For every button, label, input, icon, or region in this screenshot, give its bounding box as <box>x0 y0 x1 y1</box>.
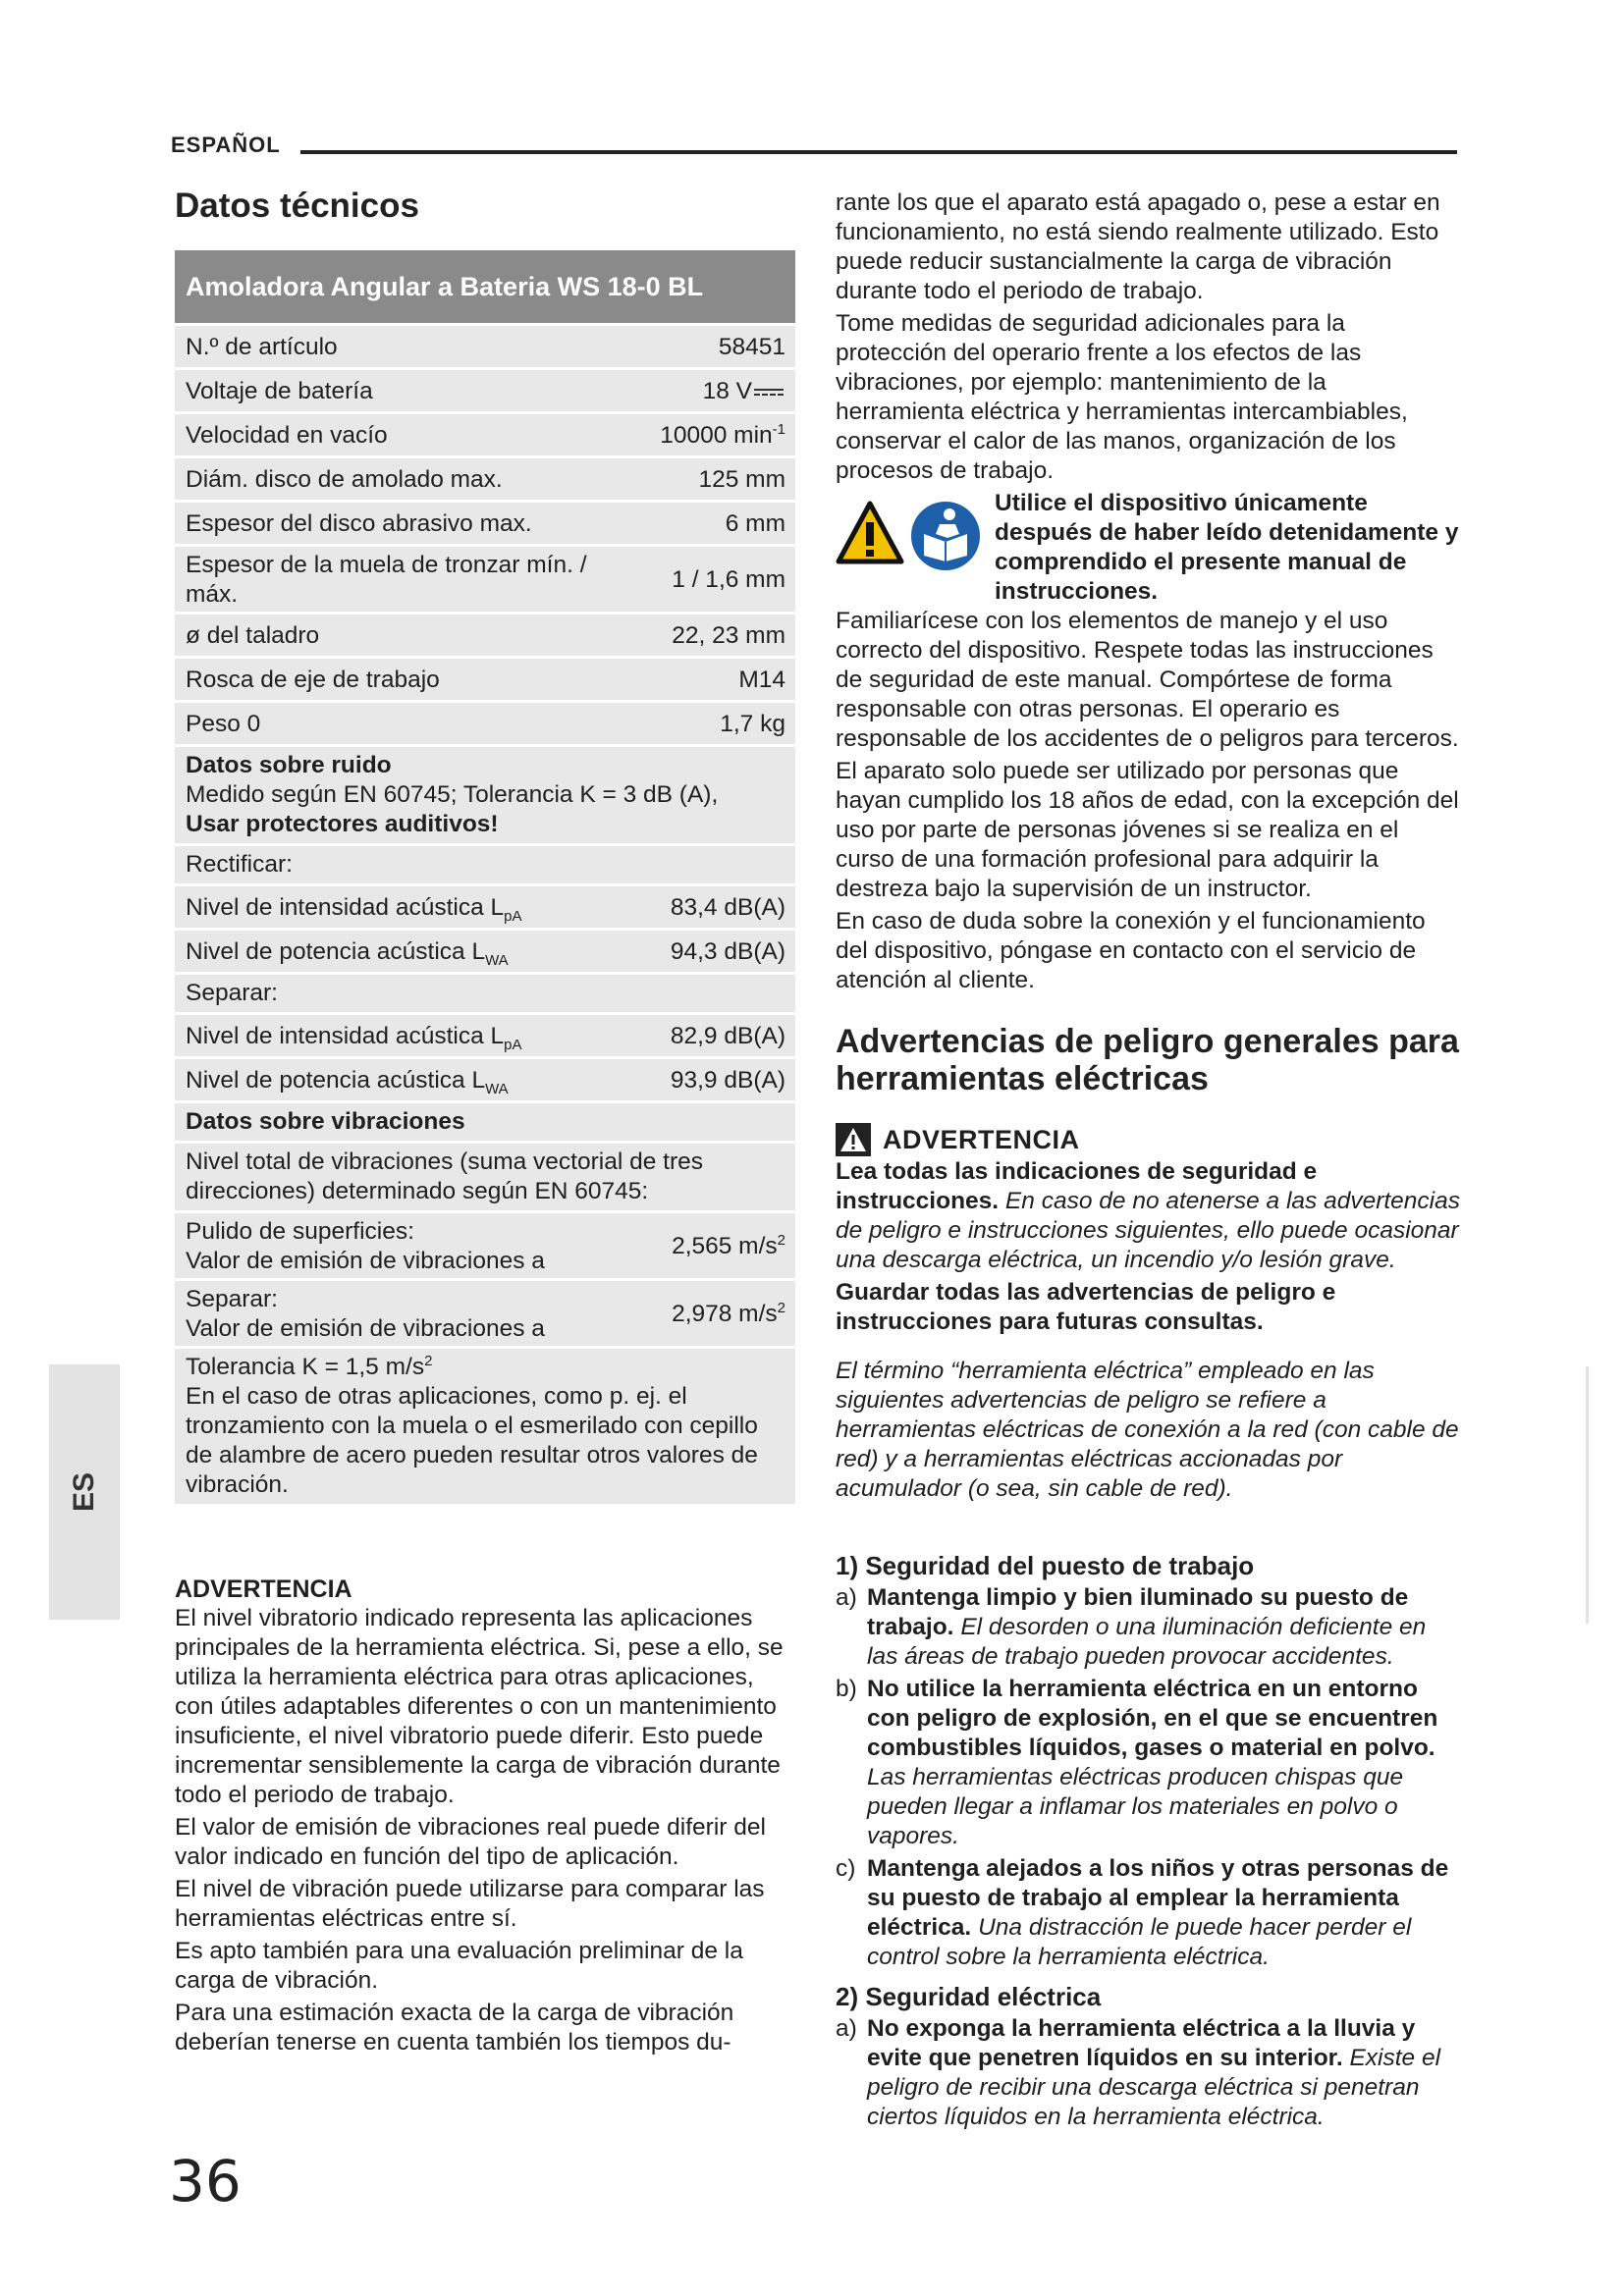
spec-row: ø del taladro 22, 23 mm <box>175 612 795 656</box>
paragraph: Es apto también para una evaluación preliminar de la carga de vibración. <box>175 1938 743 1994</box>
page-number: 36 <box>169 2148 242 2215</box>
table-title: Amoladora Angular a Bateria WS 18-0 BL <box>175 250 795 323</box>
vibration-row: Separar: Valor de emisión de vibraciones a 2,978 $m/s^2$ <box>175 1278 795 1346</box>
term-definition: El término “herramienta eléctrica” empleado en las siguientes advertencias de peligro se refiere a herramientas eléctricas de conexión a la red (con cable de red) y a herramientas eléctricas accionadas por acumulador (o sea, sin cable de red). <box>836 1358 1459 1502</box>
subsection-title: 2) Seguridad eléctrica <box>836 1982 1102 2011</box>
paragraph: Para una estimación exacta de la carga de vibración deberían tenerse en cuenta también los tiempos du- <box>175 2000 734 2056</box>
right-column: rante los que el aparato está apagado o, pese a estar en funcionamiento, no está siendo realmente utilizado. Esto puede reducir sustancialmente la carga de vibración durante todo el periodo de trabajo. Tome medidas de seguridad adicionales para la protección del operario frente a los efectos de las vibraciones, por ejemplo: mantenimiento de la herramienta eléctrica y herramientas intercambiables, conservar el calor de las manos, organización de los procesos de trabajo. Utilice el dispositivo únicamente después de haber leído detenidamente y comprendido el presente manual de instrucciones. Familiarícese con los elementos de manejo y el uso correcto del dispositivo. Respete todas las instrucciones de seguridad de este manual. Compórtese de forma responsable con otras personas. El operario es responsable de los accidentes de o peligros para terceros. El aparato solo puede ser utilizado por personas que hayan cumplido los 18 años de edad, con la excepción del uso por parte de personas jóvenes si se realiza en el curso de una formación profesional para adquirir la destreza bajo la supervisión de un instructor. En caso de duda sobre la conexión y el funcionamiento del dispositivo, póngase en contacto con el servicio de atención al cliente. Advertencias de peligro generales para herramientas eléctricas ADVERTENCIA Lea todas las indicaciones de seguridad e instrucciones. En caso de no atenerse a las advertencias de peligro e instrucciones siguientes, ello puede ocasionar una descarga eléctrica, un incendio y/o lesión grave. Guardar todas las advertencias de peligro e instrucciones para futuras consultas. El término “herramienta eléctrica” empleado en las siguientes advertencias de peligro se refiere a herramientas eléctricas de conexión a la red (con cable de red) y a herramientas eléctricas accionadas por acumulador (o sea, sin cable de red). 1) Seguridad del puesto de trabajo a) Mantenga limpio y bien iluminado su puesto de trabajo. El desorden o una iluminación deficiente en las áreas de trabajo pueden provocar accidentes. b) No utilice la herramienta eléctrica en un entorno con peligro de explosión, en el que se encuentren combustibles líquidos, gases o material en polvo. Las herramientas eléctricas producen chispas que pueden llegar a inflamar los materiales en polvo o vapores. c) Mantenga alejados a los niños y otras personas de su puesto de trabajo al emplear la herramienta eléctrica. Una distracción le puede hacer perder el control sobre la herramienta eléctrica. 2) Seguridad eléctrica a) No exponga la herramienta eléctrica a la lluvia y evite que penetren líquidos en su interior. Existe el peligro de recibir una descarga eléctrica si penetran ciertos líquidos en la herramienta eléctrica. <box>836 189 1460 2130</box>
paragraph: El nivel de vibración puede utilizarse para comparar las herramientas eléctricas entre sí. <box>175 1876 765 1932</box>
noise-row: Nivel de potencia acústica $L_{WA}$ 93,9 dB(A) <box>175 1056 795 1100</box>
list-item: a) No exponga la herramienta eléctrica a la lluvia y evite que penetren líquidos en su interior. Existe el peligro de recibir una descarga eléctrica si penetran ciertos líquidos en la herramienta eléctrica. <box>836 2015 1441 2130</box>
voltage-value: 18 V <box>703 377 785 406</box>
section-title: Datos técnicos <box>175 187 419 225</box>
edge-marker <box>1586 1366 1589 1624</box>
vibration-warning-title: ADVERTENCIA <box>175 1575 352 1603</box>
noise-warning: Usar protectores auditivos! <box>186 811 499 837</box>
keep-instructions: Guardar todas las advertencias de peligro e instrucciones para futuras consultas. <box>836 1279 1336 1335</box>
read-manual-icon <box>910 501 981 571</box>
header-rule <box>300 150 1457 154</box>
vibration-row: Pulido de superficies: Valor de emisión de vibraciones a 2,565 $m/s^2$ <box>175 1210 795 1278</box>
paragraph: El nivel vibratorio indicado representa las aplicaciones principales de la herramienta eléctrica. Si, pese a ello, se utiliza la herramienta eléctrica para otras aplicaciones, con útiles adaptables diferentes o con un mantenimiento insuficiente, el nivel vibratorio puede diferir. Esto puede incrementar sensiblemente la carga de vibración durante todo el periodo de trabajo. <box>175 1605 784 1808</box>
spec-row: Peso 0 1,7 kg <box>175 700 795 744</box>
paragraph: El aparato solo puede ser utilizado por personas que hayan cumplido los 18 años de edad, con la excepción del uso por parte de personas jóvenes si se realiza en el curso de una formación profesional para adquirir la destreza bajo la supervisión de un instructor. <box>836 758 1459 902</box>
manual-bold-text: Utilice el dispositivo únicamente después de haber leído detenidamente y comprendido el presente manual de instrucciones. <box>995 490 1459 605</box>
tolerance-block: Tolerancia K = 1,5 $m/s^2$ En el caso de otras aplicaciones, como p. ej. el tronzamiento con la muela o el esmerilado con cepillo de alambre de acero pueden resultar otros valores de vibración. <box>175 1346 795 1504</box>
list-item: b) No utilice la herramienta eléctrica en un entorno con peligro de explosión, en el que se encuentren combustibles líquidos, gases o material en polvo. Las herramientas eléctricas producen chispas que pueden llegar a inflamar los materiales en polvo o vapores. <box>836 1676 1438 1849</box>
vibration-title: Datos sobre vibraciones <box>175 1100 795 1141</box>
manual-notice <box>836 489 1461 607</box>
noise-block <box>175 744 795 843</box>
subsection-title: 1) Seguridad del puesto de trabajo <box>836 1551 1255 1580</box>
noise-title: Datos sobre ruido <box>186 752 392 778</box>
spec-row: Espesor del disco abrasivo max. 6 mm <box>175 500 795 544</box>
vibration-total: Nivel total de vibraciones (suma vectorial de tres direcciones) determinado según EN 60745: <box>175 1141 795 1210</box>
noise-row: Nivel de intensidad acústica $L_{pA}$ 83,4 dB(A) <box>175 883 795 928</box>
list-item: c) Mantenga alejados a los niños y otras personas de su puesto de trabajo al emplear la herramienta eléctrica. Una distracción le puede hacer perder el control sobre la herramienta eléctrica. <box>836 1855 1449 1970</box>
language-header: ESPAÑOL <box>171 133 281 157</box>
paragraph: El valor de emisión de vibraciones real puede diferir del valor indicado en función del tipo de aplicación. <box>175 1814 766 1870</box>
warnings-heading: Advertencias de peligro generales para herramientas eléctricas <box>836 1023 1459 1097</box>
tolerance-text: En el caso de otras aplicaciones, como p. ej. el tronzamiento con la muela o el esmerilado con cepillo de alambre de acero pueden resultar otros valores de vibración. <box>186 1383 758 1498</box>
advertencia-title: ADVERTENCIA <box>883 1125 1080 1154</box>
spec-row: N.º de artículo 58451 <box>175 323 795 367</box>
warning-icon <box>836 1123 871 1156</box>
language-side-tab <box>49 1364 120 1620</box>
dc-symbol-icon <box>752 386 785 400</box>
noise-row: Nivel de potencia acústica $L_{WA}$ 94,3 dB(A) <box>175 928 795 972</box>
spec-row: Rosca de eje de trabajo M14 <box>175 656 795 700</box>
spec-row: Voltaje de batería 18 V <box>175 367 795 411</box>
spec-row: Espesor de la muela de tronzar mín. / máx. 1 / 1,6 mm <box>175 544 795 612</box>
list-item: a) Mantenga limpio y bien iluminado su puesto de trabajo. El desorden o una iluminación deficiente en las áreas de trabajo pueden provocar accidentes. <box>836 1584 1427 1670</box>
rectificar-label: Rectificar: <box>175 843 795 883</box>
noise-text: Medido según EN 60745; Tolerancia K = 3 dB (A), <box>186 781 719 808</box>
tech-data-table <box>175 250 795 1504</box>
paragraph: Familiarícese con los elementos de manejo y el uso correcto del dispositivo. Respete todas las instrucciones de seguridad de este manual. Compórtese de forma responsable con otras personas. El operario es responsable de los accidentes de o peligros para terceros. <box>836 608 1459 752</box>
side-tab-label: ES <box>68 1471 100 1513</box>
paragraph: Tome medidas de seguridad adicionales para la protección del operario frente a los efectos de las vibraciones, por ejemplo: mantenimiento de la herramienta eléctrica y herramientas intercambiables, conservar el calor de las manos, organización de los procesos de trabajo. <box>836 310 1408 484</box>
spec-row: Velocidad en vacío 10000 $\min^{-1}$ <box>175 411 795 455</box>
paragraph: En caso de duda sobre la conexión y el funcionamiento del dispositivo, póngase en contacto con el servicio de atención al cliente. <box>836 908 1426 993</box>
separar-label: Separar: <box>175 972 795 1012</box>
paragraph: rante los que el aparato está apagado o, pese a estar en funcionamiento, no está siendo realmente utilizado. Esto puede reducir sustancialmente la carga de vibración durante todo el periodo de trabajo. <box>836 189 1440 304</box>
left-column <box>175 187 795 2060</box>
advertencia-header <box>836 1123 1461 1156</box>
noise-row: Nivel de intensidad acústica $L_{pA}$ 82,9 dB(A) <box>175 1012 795 1056</box>
spec-row: Diám. disco de amolado max. 125 mm <box>175 455 795 500</box>
warning-triangle-icon <box>836 501 904 565</box>
